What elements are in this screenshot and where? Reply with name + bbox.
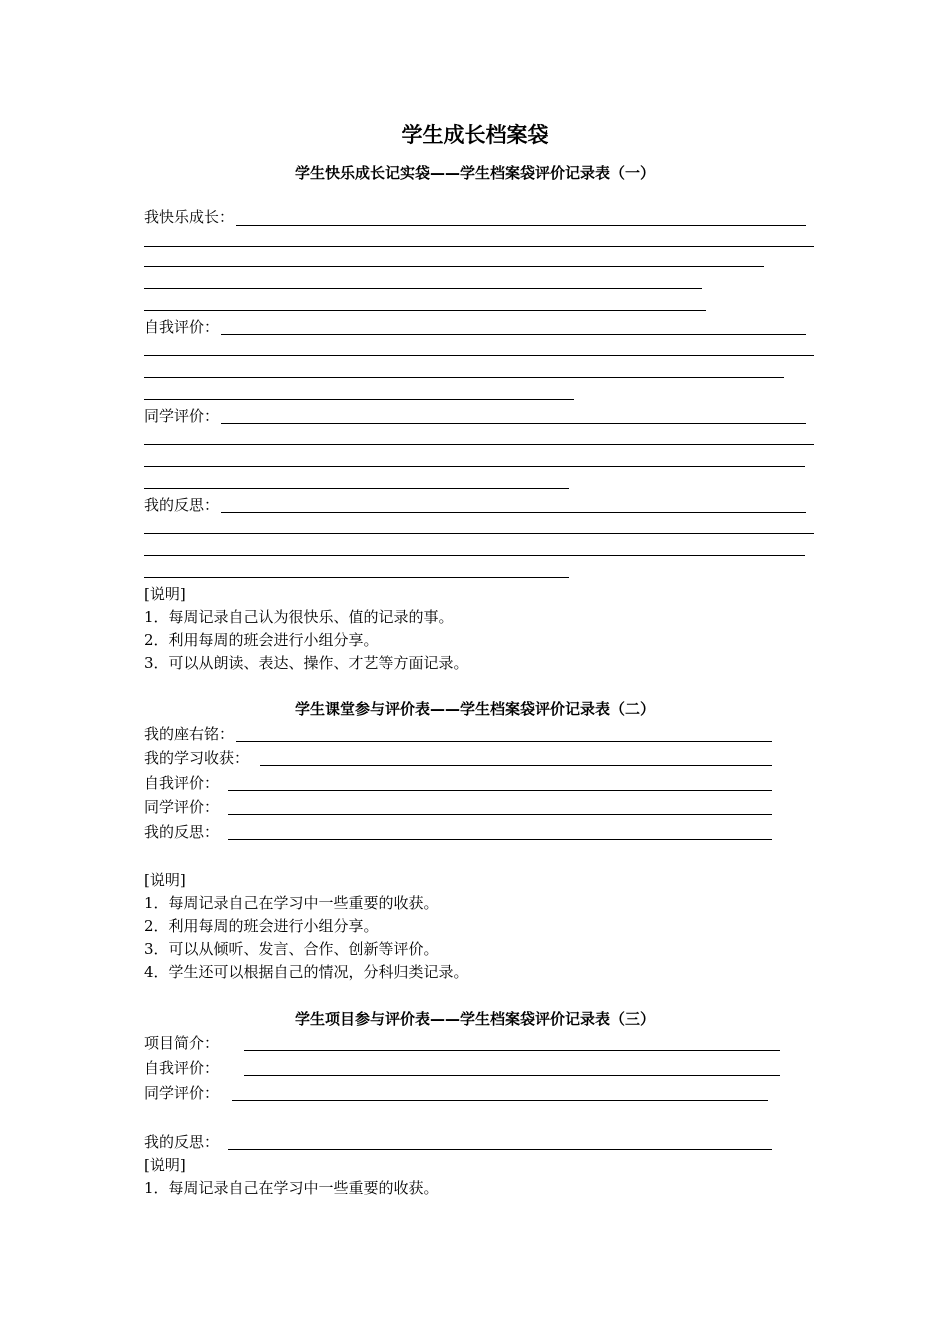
section1-note-item: 3．可以从朗读、表达、操作、才艺等方面记录。 — [144, 654, 469, 672]
writing-line[interactable] — [144, 266, 764, 267]
writing-line[interactable] — [144, 288, 702, 289]
field-self-eval-label: 自我评价： — [144, 774, 220, 792]
section3-note-title: [说明] — [144, 1156, 186, 1174]
field-project-intro-line[interactable] — [244, 1050, 780, 1051]
section2-note-item: 2．利用每周的班会进行小组分享。 — [144, 917, 379, 935]
field-reflection-label: 我的反思： — [144, 496, 220, 514]
section1-note-title: [说明] — [144, 585, 186, 603]
writing-line[interactable] — [144, 399, 574, 400]
field-peer-eval-label: 同学评价： — [144, 1084, 220, 1102]
field-reflection-line[interactable] — [228, 839, 772, 840]
field-self-eval-line[interactable] — [228, 790, 772, 791]
writing-line[interactable] — [144, 466, 805, 467]
field-happy-growth-label: 我快乐成长： — [144, 208, 235, 226]
field-self-eval-line[interactable] — [244, 1075, 780, 1076]
field-reflection-label: 我的反思： — [144, 1133, 220, 1151]
field-self-eval-label: 自我评价： — [144, 1059, 220, 1077]
field-reflection-line[interactable] — [221, 512, 806, 513]
field-reflection-label: 我的反思： — [144, 823, 220, 841]
section2-note-item: 1．每周记录自己在学习中一些重要的收获。 — [144, 894, 439, 912]
writing-line[interactable] — [144, 555, 805, 556]
section1-heading: 学生快乐成长记实袋——学生档案袋评价记录表（一） — [294, 164, 655, 182]
section1-note-item: 2．利用每周的班会进行小组分享。 — [144, 631, 379, 649]
document-title: 学生成长档案袋 — [401, 123, 549, 147]
field-self-eval-line[interactable] — [221, 334, 806, 335]
writing-line[interactable] — [144, 533, 814, 534]
field-reflection-line[interactable] — [228, 1149, 772, 1150]
field-self-eval-label: 自我评价： — [144, 318, 220, 336]
section3-heading: 学生项目参与评价表——学生档案袋评价记录表（三） — [294, 1010, 655, 1028]
section2-note-item: 3．可以从倾听、发言、合作、创新等评价。 — [144, 940, 439, 958]
field-peer-eval-label: 同学评价： — [144, 798, 220, 816]
section2-note-item: 4．学生还可以根据自己的情况，分科归类记录。 — [144, 963, 469, 981]
writing-line[interactable] — [144, 310, 706, 311]
field-project-intro-label: 项目简介： — [144, 1034, 220, 1052]
writing-line[interactable] — [144, 444, 814, 445]
field-peer-eval-label: 同学评价： — [144, 407, 220, 425]
section2-note-title: [说明] — [144, 871, 186, 889]
field-peer-eval-line[interactable] — [221, 423, 806, 424]
field-happy-growth-line[interactable] — [236, 225, 806, 226]
section1-note-item: 1．每周记录自己认为很快乐、值的记录的事。 — [144, 608, 454, 626]
section3-note-item: 1．每周记录自己在学习中一些重要的收获。 — [144, 1179, 439, 1197]
section2-heading: 学生课堂参与评价表——学生档案袋评价记录表（二） — [294, 700, 655, 718]
writing-line[interactable] — [144, 246, 814, 247]
field-learning-gain-line[interactable] — [260, 765, 772, 766]
field-motto-line[interactable] — [236, 741, 772, 742]
field-motto-label: 我的座右铭： — [144, 725, 235, 743]
writing-line[interactable] — [144, 488, 569, 489]
field-peer-eval-line[interactable] — [228, 814, 772, 815]
writing-line[interactable] — [144, 377, 784, 378]
writing-line[interactable] — [144, 577, 569, 578]
field-learning-gain-label: 我的学习收获： — [144, 749, 250, 767]
writing-line[interactable] — [144, 355, 814, 356]
field-peer-eval-line[interactable] — [232, 1100, 768, 1101]
